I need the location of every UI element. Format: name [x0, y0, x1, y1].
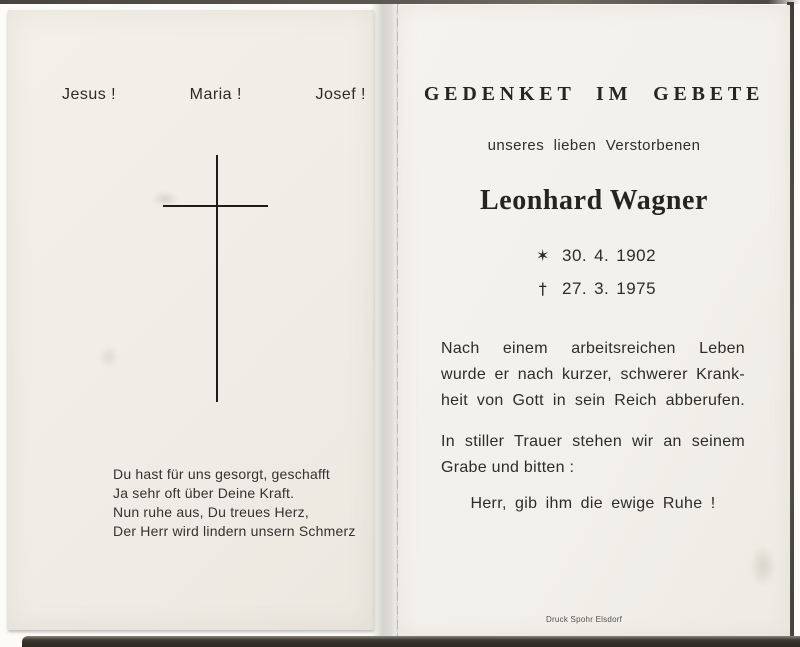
pencil-smudge — [100, 346, 118, 368]
cross-vertical-bar — [216, 155, 218, 402]
printer-imprint: Druck Spohr Elsdorf — [546, 615, 623, 624]
poem-line: Nun ruhe aus, Du treues Herz, — [113, 504, 309, 520]
poem-line: Ja sehr oft über Deine Kraft. — [113, 485, 295, 501]
obituary-line: Nach einem arbeitsreichen Leben — [441, 340, 745, 357]
right-page — [398, 5, 790, 637]
subtitle: unseres lieben Verstorbenen — [487, 137, 701, 154]
page-gutter — [371, 4, 399, 637]
left-page — [8, 10, 374, 630]
deceased-name: Leonhard Wagner — [479, 185, 709, 216]
poem-line: Der Herr wird lindern unsern Schmerz — [113, 523, 356, 539]
birth-date: 30. 4. 1902 — [562, 246, 657, 265]
mourning-line: Grabe und bitten : — [441, 459, 575, 476]
birth-row — [534, 246, 656, 279]
scan-edge-bottom — [22, 636, 800, 647]
pencil-smudge — [152, 192, 178, 206]
obituary-paragraph — [441, 336, 745, 414]
invocation-jesus: Jesus ! — [62, 86, 117, 103]
prayer-line: Herr, gib ihm die ewige Ruhe ! — [470, 495, 716, 512]
scan-edge-top — [0, 0, 800, 4]
poem-line: Du hast für uns gesorgt, geschafft — [113, 466, 331, 482]
invocation — [62, 86, 366, 104]
obituary-line: heit von Gott in sein Reich abberufen. — [441, 392, 745, 409]
invocation-josef: Josef ! — [315, 86, 366, 103]
birth-star-icon: ✶ — [536, 246, 550, 265]
life-dates — [534, 246, 656, 312]
death-dagger-icon: † — [538, 279, 548, 298]
cross-horizontal-bar — [163, 205, 268, 207]
death-row — [534, 279, 656, 312]
mourning-paragraph — [441, 429, 745, 481]
mourning-line: In stiller Trauer stehen wir an seinem — [441, 433, 745, 450]
death-date: 27. 3. 1975 — [562, 279, 657, 298]
poem — [113, 465, 356, 541]
invocation-maria: Maria ! — [189, 86, 242, 103]
stain-mark — [750, 545, 776, 587]
page-title: GEDENKET IM GEBETE — [423, 83, 765, 105]
obituary-line: wurde er nach kurzer, schwerer Krank- — [441, 366, 745, 383]
